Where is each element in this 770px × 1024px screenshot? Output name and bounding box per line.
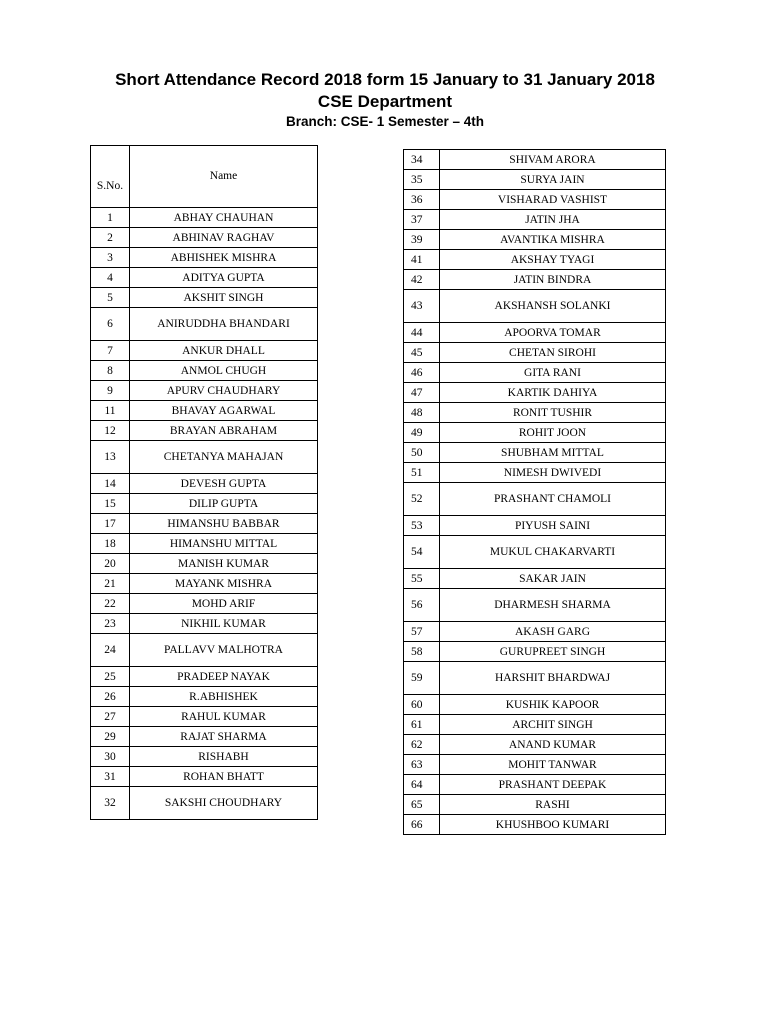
serial-number-cell: 34 — [404, 150, 440, 170]
serial-number-cell: 63 — [404, 755, 440, 775]
student-name-cell: ABHINAV RAGHAV — [130, 228, 318, 248]
student-name-cell: ANMOL CHUGH — [130, 361, 318, 381]
student-name-cell: SHUBHAM MITTAL — [440, 443, 666, 463]
serial-number-cell: 66 — [404, 815, 440, 835]
table-row — [404, 290, 666, 323]
student-name-cell: ARCHIT SINGH — [440, 715, 666, 735]
table-row — [91, 288, 318, 308]
table-row — [404, 815, 666, 835]
student-name-cell: NIKHIL KUMAR — [130, 614, 318, 634]
department-title: CSE Department — [317, 92, 453, 111]
serial-number-cell: 48 — [404, 403, 440, 423]
table-row — [91, 494, 318, 514]
student-name-cell: ABHAY CHAUHAN — [130, 208, 318, 228]
student-name-cell: HIMANSHU BABBAR — [130, 514, 318, 534]
student-name-cell: SHIVAM ARORA — [440, 150, 666, 170]
serial-number-cell: 50 — [404, 443, 440, 463]
table-row — [404, 323, 666, 343]
student-name-cell: PRASHANT DEEPAK — [440, 775, 666, 795]
student-name-cell: RISHABH — [130, 747, 318, 767]
serial-number-cell: 36 — [404, 190, 440, 210]
serial-number-cell: 31 — [91, 767, 130, 787]
student-name-cell: MOHD ARIF — [130, 594, 318, 614]
student-name-cell: MOHIT TANWAR — [440, 755, 666, 775]
student-name-cell: ANIRUDDHA BHANDARI — [130, 308, 318, 341]
student-name-cell: RAJAT SHARMA — [130, 727, 318, 747]
serial-number-cell: 39 — [404, 230, 440, 250]
attendance-table-right — [403, 149, 666, 835]
student-name-cell: JATIN JHA — [440, 210, 666, 230]
table-row — [404, 230, 666, 250]
serial-number-cell: 58 — [404, 642, 440, 662]
serial-number-cell: 43 — [404, 290, 440, 323]
table-row — [404, 735, 666, 755]
serial-number-cell: 11 — [91, 401, 130, 421]
student-name-cell: ROHAN BHATT — [130, 767, 318, 787]
serial-number-cell: 5 — [91, 288, 130, 308]
serial-number-cell: 41 — [404, 250, 440, 270]
serial-number-cell: 21 — [91, 574, 130, 594]
student-name-cell: R.ABHISHEK — [130, 687, 318, 707]
table-row — [404, 622, 666, 642]
student-name-cell: DHARMESH SHARMA — [440, 589, 666, 622]
serial-number-cell: 1 — [91, 208, 130, 228]
table-row — [404, 775, 666, 795]
student-name-cell: GURUPREET SINGH — [440, 642, 666, 662]
student-name-cell: NIMESH DWIVEDI — [440, 463, 666, 483]
serial-number-cell: 59 — [404, 662, 440, 695]
serial-number-cell: 61 — [404, 715, 440, 735]
serial-number-cell: 24 — [91, 634, 130, 667]
student-name-cell: PIYUSH SAINI — [440, 516, 666, 536]
student-name-cell: AKASH GARG — [440, 622, 666, 642]
student-name-cell: CHETANYA MAHAJAN — [130, 441, 318, 474]
table-row — [404, 589, 666, 622]
serial-number-cell: 42 — [404, 270, 440, 290]
student-name-cell: CHETAN SIROHI — [440, 343, 666, 363]
table-row — [404, 343, 666, 363]
serial-number-cell: 57 — [404, 622, 440, 642]
table-row — [91, 268, 318, 288]
student-name-cell: RASHI — [440, 795, 666, 815]
student-name-cell: GITA RANI — [440, 363, 666, 383]
serial-number-cell: 56 — [404, 589, 440, 622]
table-row — [91, 727, 318, 747]
table-row — [91, 614, 318, 634]
student-name-cell: KUSHIK KAPOOR — [440, 695, 666, 715]
serial-number-cell: 49 — [404, 423, 440, 443]
table-row — [404, 536, 666, 569]
table-row — [404, 210, 666, 230]
serial-number-cell: 14 — [91, 474, 130, 494]
table-row — [91, 514, 318, 534]
serial-number-cell: 30 — [91, 747, 130, 767]
table-row — [91, 401, 318, 421]
student-name-cell: VISHARAD VASHIST — [440, 190, 666, 210]
serial-number-cell: 55 — [404, 569, 440, 589]
table-row — [404, 642, 666, 662]
student-name-cell: MANISH KUMAR — [130, 554, 318, 574]
serial-number-cell: 25 — [91, 667, 130, 687]
table-row — [404, 150, 666, 170]
table-row — [404, 190, 666, 210]
table-row — [404, 403, 666, 423]
table-row — [91, 554, 318, 574]
serial-number-cell: 44 — [404, 323, 440, 343]
table-row — [404, 695, 666, 715]
serial-number-cell: 45 — [404, 343, 440, 363]
student-name-cell: AKSHIT SINGH — [130, 288, 318, 308]
student-name-cell: RAHUL KUMAR — [130, 707, 318, 727]
table-row — [91, 361, 318, 381]
table-row — [91, 634, 318, 667]
serial-number-cell: 12 — [91, 421, 130, 441]
table-row — [404, 270, 666, 290]
table-row — [91, 474, 318, 494]
serial-number-cell: 15 — [91, 494, 130, 514]
serial-number-cell: 20 — [91, 554, 130, 574]
student-name-cell: PRASHANT CHAMOLI — [440, 483, 666, 516]
table-header-row — [91, 146, 318, 208]
table-row — [404, 483, 666, 516]
student-name-cell: SAKSHI CHOUDHARY — [130, 787, 318, 820]
serial-number-cell: 4 — [91, 268, 130, 288]
serial-number-cell: 2 — [91, 228, 130, 248]
table-row — [91, 687, 318, 707]
student-name-cell: BRAYAN ABRAHAM — [130, 421, 318, 441]
table-row — [91, 747, 318, 767]
student-name-cell: DEVESH GUPTA — [130, 474, 318, 494]
serial-number-cell: 18 — [91, 534, 130, 554]
table-row — [404, 463, 666, 483]
serial-number-cell: 32 — [91, 787, 130, 820]
student-name-cell: JATIN BINDRA — [440, 270, 666, 290]
student-name-cell: SURYA JAIN — [440, 170, 666, 190]
serial-number-cell: 22 — [91, 594, 130, 614]
table-row — [404, 569, 666, 589]
serial-number-cell: 52 — [404, 483, 440, 516]
serial-number-cell: 51 — [404, 463, 440, 483]
document-title: Short Attendance Record 2018 form 15 January to 31 January 2018 — [115, 70, 655, 89]
serial-number-cell: 8 — [91, 361, 130, 381]
table-row — [91, 667, 318, 687]
table-row — [91, 767, 318, 787]
student-name-cell: KARTIK DAHIYA — [440, 383, 666, 403]
table-row — [91, 208, 318, 228]
table-row — [404, 250, 666, 270]
serial-number-cell: 53 — [404, 516, 440, 536]
student-name-cell: HIMANSHU MITTAL — [130, 534, 318, 554]
serial-number-cell: 46 — [404, 363, 440, 383]
serial-number-cell: 6 — [91, 308, 130, 341]
serial-number-cell: 7 — [91, 341, 130, 361]
serial-number-cell: 35 — [404, 170, 440, 190]
serial-number-cell: 64 — [404, 775, 440, 795]
student-name-cell: SAKAR JAIN — [440, 569, 666, 589]
student-name-cell: PALLAVV MALHOTRA — [130, 634, 318, 667]
serial-number-cell: 17 — [91, 514, 130, 534]
table-row — [404, 170, 666, 190]
student-name-cell: PRADEEP NAYAK — [130, 667, 318, 687]
student-name-cell: AKSHANSH SOLANKI — [440, 290, 666, 323]
table-row — [91, 534, 318, 554]
serial-number-cell: 54 — [404, 536, 440, 569]
student-name-cell: MUKUL CHAKARVARTI — [440, 536, 666, 569]
serial-number-cell: 65 — [404, 795, 440, 815]
table-row — [91, 594, 318, 614]
serial-number-cell: 3 — [91, 248, 130, 268]
serial-number-cell: 60 — [404, 695, 440, 715]
student-name-cell: HARSHIT BHARDWAJ — [440, 662, 666, 695]
serial-number-cell: 26 — [91, 687, 130, 707]
serial-number-cell: 62 — [404, 735, 440, 755]
table-row — [404, 363, 666, 383]
branch-subtitle: Branch: CSE- 1 Semester – 4th — [285, 114, 485, 129]
table-row — [91, 787, 318, 820]
student-name-cell: KHUSHBOO KUMARI — [440, 815, 666, 835]
table-row — [404, 516, 666, 536]
serial-number-cell: 13 — [91, 441, 130, 474]
student-name-cell: ADITYA GUPTA — [130, 268, 318, 288]
student-name-cell: ABHISHEK MISHRA — [130, 248, 318, 268]
student-name-cell: AKSHAY TYAGI — [440, 250, 666, 270]
sno-header: S.No. — [91, 146, 130, 208]
student-name-cell: AVANTIKA MISHRA — [440, 230, 666, 250]
serial-number-cell: 37 — [404, 210, 440, 230]
table-row — [91, 341, 318, 361]
table-row — [404, 383, 666, 403]
student-name-cell: ROHIT JOON — [440, 423, 666, 443]
table-row — [404, 662, 666, 695]
student-name-cell: ANAND KUMAR — [440, 735, 666, 755]
table-row — [91, 707, 318, 727]
table-row — [91, 441, 318, 474]
name-header: Name — [130, 146, 318, 208]
student-name-cell: BHAVAY AGARWAL — [130, 401, 318, 421]
student-name-cell: MAYANK MISHRA — [130, 574, 318, 594]
student-name-cell: DILIP GUPTA — [130, 494, 318, 514]
serial-number-cell: 29 — [91, 727, 130, 747]
table-row — [91, 248, 318, 268]
student-name-cell: RONIT TUSHIR — [440, 403, 666, 423]
student-name-cell: APOORVA TOMAR — [440, 323, 666, 343]
student-name-cell: ANKUR DHALL — [130, 341, 318, 361]
serial-number-cell: 27 — [91, 707, 130, 727]
table-row — [91, 421, 318, 441]
serial-number-cell: 47 — [404, 383, 440, 403]
table-row — [91, 228, 318, 248]
table-row — [91, 381, 318, 401]
serial-number-cell: 9 — [91, 381, 130, 401]
table-row — [404, 423, 666, 443]
table-row — [91, 574, 318, 594]
serial-number-cell: 23 — [91, 614, 130, 634]
attendance-table-left — [90, 145, 318, 820]
student-name-cell: APURV CHAUDHARY — [130, 381, 318, 401]
table-row — [404, 443, 666, 463]
table-row — [404, 715, 666, 735]
table-row — [91, 308, 318, 341]
table-row — [404, 795, 666, 815]
table-row — [404, 755, 666, 775]
